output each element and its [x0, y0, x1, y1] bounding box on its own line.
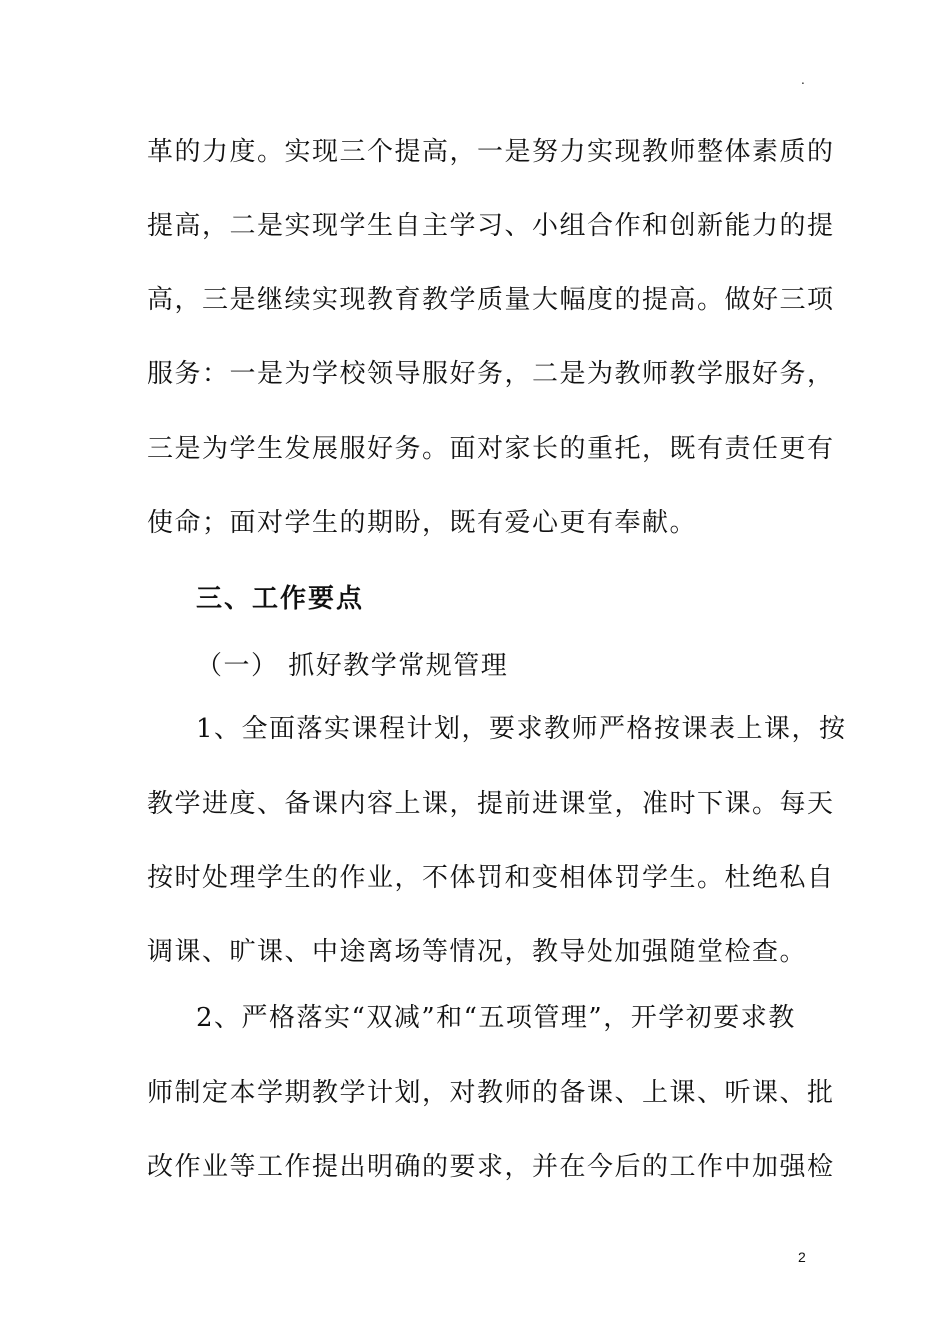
page-number: 2 — [798, 1249, 806, 1265]
text-line: 服务：一是为学校领导服好务，二是为教师教学服好务， — [147, 359, 835, 389]
subsection-heading: （一） 抓好教学常规管理 — [196, 651, 509, 681]
text-line: 1、全面落实课程计划，要求教师严格按课表上课，按 — [196, 714, 847, 744]
text-line: 按时处理学生的作业，不体罚和变相体罚学生。杜绝私自 — [147, 863, 835, 893]
text-line: 2、严格落实“双减”和“五项管理”，开学初要求教 — [196, 1003, 796, 1033]
corner-mark: . — [801, 73, 805, 87]
text-line: 提高，二是实现学生自主学习、小组合作和创新能力的提 — [147, 211, 835, 241]
text-line: 高，三是继续实现教育教学质量大幅度的提高。做好三项 — [147, 285, 835, 315]
text-line: 改作业等工作提出明确的要求，并在今后的工作中加强检 — [147, 1152, 835, 1182]
text-line: 革的力度。实现三个提高，一是努力实现教师整体素质的 — [147, 137, 835, 167]
text-line: 三是为学生发展服好务。面对家长的重托，既有责任更有 — [147, 434, 835, 464]
section-heading: 三、工作要点 — [196, 584, 365, 614]
text-line: 调课、旷课、中途离场等情况，教导处加强随堂检查。 — [147, 937, 808, 967]
text-line: 使命；面对学生的期盼，既有爱心更有奉献。 — [147, 508, 698, 538]
text-line: 师制定本学期教学计划，对教师的备课、上课、听课、批 — [147, 1078, 835, 1108]
text-line: 教学进度、备课内容上课，提前进课堂，准时下课。每天 — [147, 789, 835, 819]
